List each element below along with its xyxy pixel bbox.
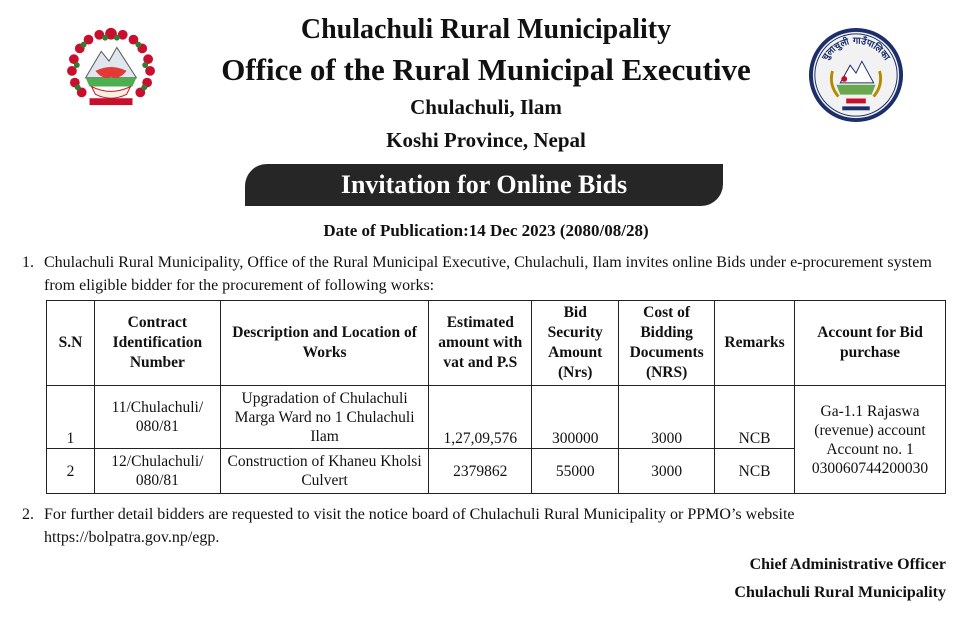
office-location: Chulachuli, Ilam	[410, 95, 562, 119]
row-description: Construction of Khaneu Kholsi Culvert	[220, 449, 429, 494]
row-remarks: NCB	[715, 449, 795, 494]
paragraph-2-text: For further detail bidders are requested to visit the notice board of Chulachuli Rural Municipality or PPMO’s website https://bolpatra.gov.np/egp.	[44, 506, 795, 546]
row-contract: 12/Chulachuli/ 080/81	[94, 449, 220, 494]
paragraph-1-number: 1.	[22, 254, 34, 271]
paragraph-1	[22, 251, 952, 297]
header-description: Description and Location of Works	[220, 301, 429, 386]
publication-date: Date of Publication:14 Dec 2023 (2080/08/28)	[323, 221, 649, 240]
account-cell: Ga-1.1 Rajaswa (revenue) account Account no. 1 030060744200030	[795, 386, 946, 494]
header-sn: S.N	[47, 301, 95, 386]
row-cost: 3000	[619, 386, 715, 449]
signatory-title: Chief Administrative Officer	[749, 556, 946, 573]
bids-table	[46, 300, 946, 494]
paragraph-2-number: 2.	[22, 506, 34, 523]
row-estimated: 2379862	[429, 449, 532, 494]
header-remarks: Remarks	[715, 301, 795, 386]
row-bid-security: 300000	[532, 386, 619, 449]
row-remarks: NCB	[715, 386, 795, 449]
header-cost: Cost of Bidding Documents (NRS)	[619, 301, 715, 386]
municipality-name: Chulachuli Rural Municipality	[300, 14, 672, 45]
row-cost: 3000	[619, 449, 715, 494]
row-contract: 11/Chulachuli/ 080/81	[94, 386, 220, 449]
row-estimated: 1,27,09,576	[429, 386, 532, 449]
notice-title-banner: Invitation for Online Bids	[245, 164, 723, 206]
header-bid-security: Bid Security Amount (Nrs)	[532, 301, 619, 386]
province-name: Koshi Province, Nepal	[386, 128, 586, 152]
header-contract: Contract Identification Number	[94, 301, 220, 386]
table-row	[47, 386, 946, 449]
header-account: Account for Bid purchase	[795, 301, 946, 386]
row-sn: 2	[47, 449, 95, 494]
table-header-row	[47, 301, 946, 386]
svg-text:चुलाचुली गाउँपालिका: चुलाचुली गाउँपालिका	[819, 35, 892, 63]
office-name: Office of the Rural Municipal Executive	[221, 52, 751, 87]
paragraph-1-text: Chulachuli Rural Municipality, Office of the Rural Municipal Executive, Chulachuli, Ilam invites online Bids under e-procurement system from eligible bidder for the procurement of following works:	[44, 254, 932, 294]
signatory-organization: Chulachuli Rural Municipality	[734, 584, 946, 601]
header-estimated: Estimated amount with vat and P.S	[429, 301, 532, 386]
row-bid-security: 55000	[532, 449, 619, 494]
row-sn: 1	[47, 386, 95, 449]
row-description: Upgradation of Chulachuli Marga Ward no 1 Chulachuli Ilam	[220, 386, 429, 449]
paragraph-2	[22, 503, 952, 549]
